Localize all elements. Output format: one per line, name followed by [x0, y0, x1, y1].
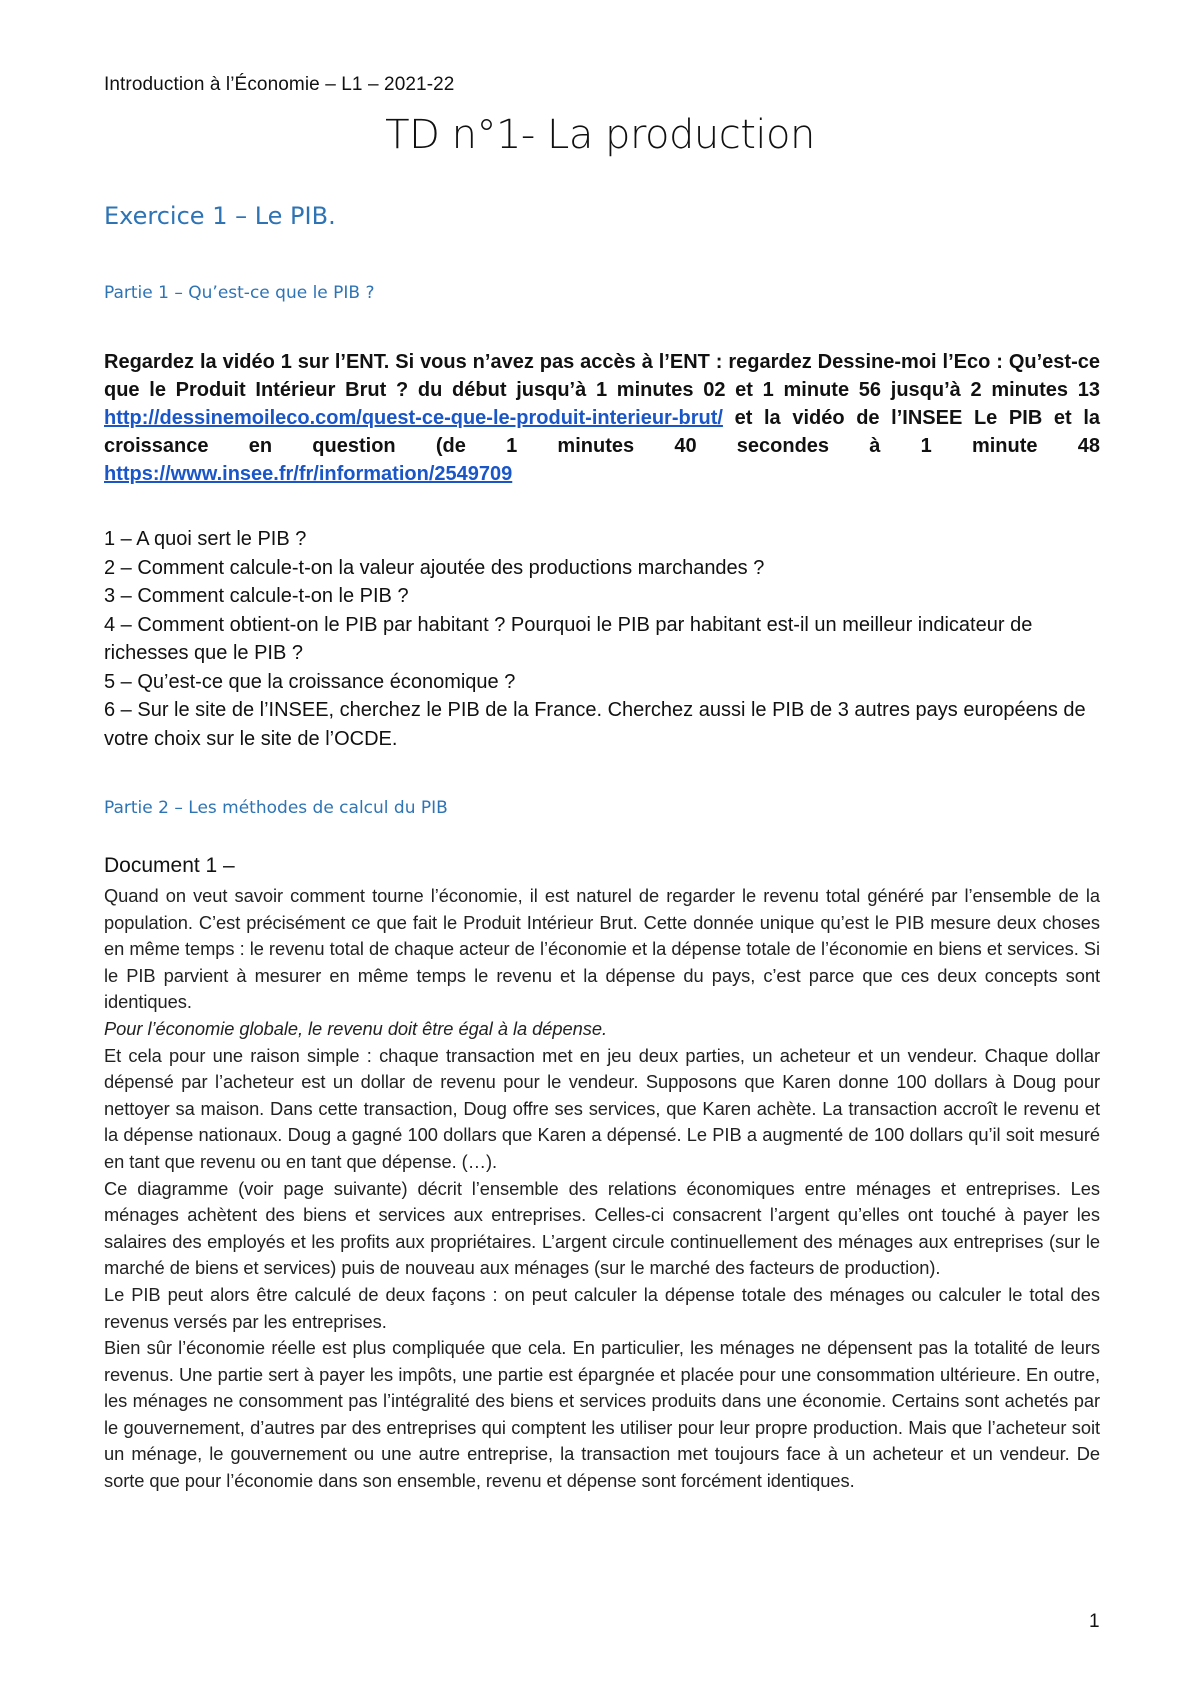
- instructions-text-a: Regardez la vidéo 1 sur l’ENT. Si vous n’avez pas accès à l’ENT : regardez Dessine-moi l’Eco : Qu’est-ce que le Produit Intérieur Brut ? du début jusqu’à 1 minutes 02 et 1 minute 56 jusqu’à 2 minutes 13: [104, 351, 1100, 401]
- document-paragraph: Quand on veut savoir comment tourne l’économie, il est naturel de regarder le revenu total généré par l’ensemble de la population. C’est précisément ce que fait le Produit Intérieur Brut. Cette donnée unique qu’est le PIB mesure deux choses en même temps : le revenu total de chaque acteur de l’économie et la dépense totale de l’économie en biens et services. Si le PIB parvient à mesurer en même temps le revenu et la dépense du pays, c’est parce que ces deux concepts sont identiques.: [104, 885, 1100, 1013]
- part2-heading: Partie 2 – Les méthodes de calcul du PIB: [104, 798, 448, 818]
- document-title: Document 1 –: [104, 854, 235, 877]
- document-body: [104, 883, 1100, 1495]
- question-list: [104, 525, 1100, 753]
- document-paragraph: Bien sûr l’économie réelle est plus compliquée que cela. En particulier, les ménages ne dépensent pas la totalité de leurs revenus. Une partie sert à payer les impôts, une partie est épargnée et placée pour une consommation ultérieure. En outre, les ménages ne consomment pas l’intégralité des biens et services produits dans une économie. Certains sont achetés par le gouvernement, d’autres par des entreprises qui comptent les utiliser pour leur propre production. Mais que l’acheteur soit un ménage, le gouvernement ou une autre entreprise, la transaction met toujours face à un acheteur et un vendeur. De sorte que pour l’économie dans son ensemble, revenu et dépense sont forcément identiques.: [104, 1337, 1100, 1492]
- dessinemoileco-link[interactable]: http://dessinemoileco.com/quest-ce-que-le-produit-interieur-brut/: [104, 407, 723, 429]
- instructions-paragraph: [104, 348, 1100, 488]
- instructions-text-b: et la vidéo de l’INSEE Le PIB et la croissance en question (de 1 minutes 40 secondes à 1 minute 48: [104, 407, 1100, 457]
- question-item: 3 – Comment calcule-t-on le PIB ?: [104, 585, 409, 607]
- question-item: 4 – Comment obtient-on le PIB par habitant ? Pourquoi le PIB par habitant est-il un meilleur indicateur de richesses que le PIB ?: [104, 613, 1033, 664]
- page-title: TD n°1- La production: [385, 112, 815, 158]
- document-italic-sentence: Pour l’économie globale, le revenu doit être égal à la dépense.: [104, 1017, 607, 1039]
- document-paragraph: Le PIB peut alors être calculé de deux façons : on peut calculer la dépense totale des ménages ou calculer le total des revenus versés par les entreprises.: [104, 1283, 1100, 1332]
- document-paragraph: Ce diagramme (voir page suivante) décrit l’ensemble des relations économiques entre ménages et entreprises. Les ménages achètent des biens et services aux entreprises. Celles-ci consacrent l’argent qu’elles ont touché à payer les salaires des employés et les profits aux propriétaires. L’argent circule continuellement des ménages aux entreprises (sur le marché de biens et services) puis de nouveau aux ménages (sur le marché des facteurs de production).: [104, 1177, 1100, 1279]
- question-item: 1 – A quoi sert le PIB ?: [104, 528, 307, 550]
- document-paragraph: Et cela pour une raison simple : chaque transaction met en jeu deux parties, un acheteur et un vendeur. Chaque dollar dépensé par l’acheteur est un dollar de revenu pour le vendeur. Supposons que Karen donne 100 dollars à Doug pour nettoyer sa maison. Dans cette transaction, Doug offre ses services, que Karen achète. La transaction accroît le revenu et la dépense nationaux. Doug a gagné 100 dollars que Karen a dépensé. Le PIB a augmenté de 100 dollars qu’il soit mesuré en tant que revenu ou en tant que dépense. (…).: [104, 1044, 1100, 1172]
- page-number: 1: [1089, 1611, 1100, 1632]
- course-header: Introduction à l’Économie – L1 – 2021-22: [104, 74, 455, 95]
- exercise-heading: Exercice 1 – Le PIB.: [104, 202, 336, 230]
- question-item: 2 – Comment calcule-t-on la valeur ajoutée des productions marchandes ?: [104, 556, 765, 579]
- question-item: 5 – Qu’est-ce que la croissance économique ?: [104, 670, 516, 693]
- part1-heading: Partie 1 – Qu’est-ce que le PIB ?: [104, 283, 375, 303]
- insee-link[interactable]: https://www.insee.fr/fr/information/2549709: [104, 463, 513, 485]
- question-item: 6 – Sur le site de l’INSEE, cherchez le PIB de la France. Cherchez aussi le PIB de 3 autres pays européens de votre choix sur le site de l’OCDE.: [104, 699, 1086, 750]
